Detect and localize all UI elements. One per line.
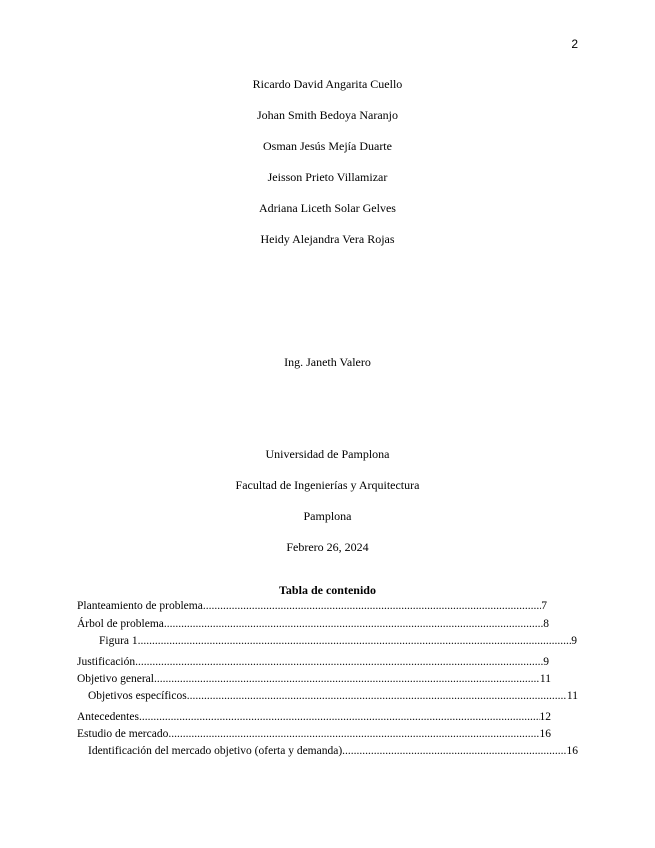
faculty-name: Facultad de Ingenierías y Arquitectura (235, 478, 420, 492)
toc-entry-page: 7 (541, 600, 547, 612)
toc-leader (203, 600, 541, 612)
toc-entry-title: Árbol de problema (77, 618, 164, 630)
toc-entry-page: 8 (543, 618, 549, 630)
author-name: Jeisson Prieto Villamizar (267, 170, 388, 184)
toc-entry-page: 9 (571, 635, 577, 647)
toc-entry-page: 12 (539, 711, 551, 723)
city-name: Pamplona (303, 509, 352, 523)
toc-entry-page: 11 (539, 673, 551, 685)
toc-entry-page: 16 (539, 728, 551, 740)
toc-leader (139, 711, 540, 723)
toc-entry-page: 9 (543, 656, 549, 668)
toc-entry[interactable] (77, 711, 551, 726)
toc-leader (138, 635, 572, 647)
toc-entry-title: Estudio de mercado (77, 728, 169, 740)
toc-entry[interactable] (77, 618, 549, 633)
page-number: 2 (571, 37, 578, 51)
instructor-name: Ing. Janeth Valero (284, 355, 371, 369)
toc-leader (164, 618, 543, 630)
author-name: Heidy Alejandra Vera Rojas (260, 232, 395, 246)
toc-entry-title: Justificación (77, 656, 136, 668)
toc-leader (135, 656, 543, 668)
toc-entry[interactable] (77, 656, 549, 671)
toc-leader (342, 745, 566, 757)
toc-leader (154, 673, 540, 685)
author-name: Osman Jesús Mejía Duarte (263, 139, 392, 153)
university-name: Universidad de Pamplona (265, 447, 390, 461)
document-date: Febrero 26, 2024 (286, 540, 369, 554)
toc-entry-title: Objetivo general (77, 673, 154, 685)
toc-leader (187, 690, 567, 702)
toc-entry[interactable] (77, 673, 551, 688)
toc-leader (168, 728, 539, 740)
toc-entry[interactable] (88, 690, 578, 705)
author-name: Adriana Liceth Solar Gelves (259, 201, 396, 215)
toc-entry-title: Figura 1 (99, 635, 138, 647)
toc-entry-title: Identificación del mercado objetivo (oferta y demanda) (88, 745, 343, 757)
toc-entry[interactable] (77, 600, 547, 615)
toc-entry-page: 16 (566, 745, 578, 757)
toc-entry-title: Antecedentes (77, 711, 139, 723)
toc-entry[interactable] (99, 635, 577, 650)
toc-entry-title: Objetivos específicos (88, 690, 187, 702)
author-name: Johan Smith Bedoya Naranjo (257, 108, 398, 122)
toc-title: Tabla de contenido (279, 583, 376, 597)
toc-entry-page: 11 (566, 690, 578, 702)
toc-entry[interactable] (88, 745, 578, 760)
toc-entry-title: Planteamiento de problema (77, 600, 203, 612)
toc-entry[interactable] (77, 728, 551, 743)
author-name: Ricardo David Angarita Cuello (252, 77, 403, 91)
